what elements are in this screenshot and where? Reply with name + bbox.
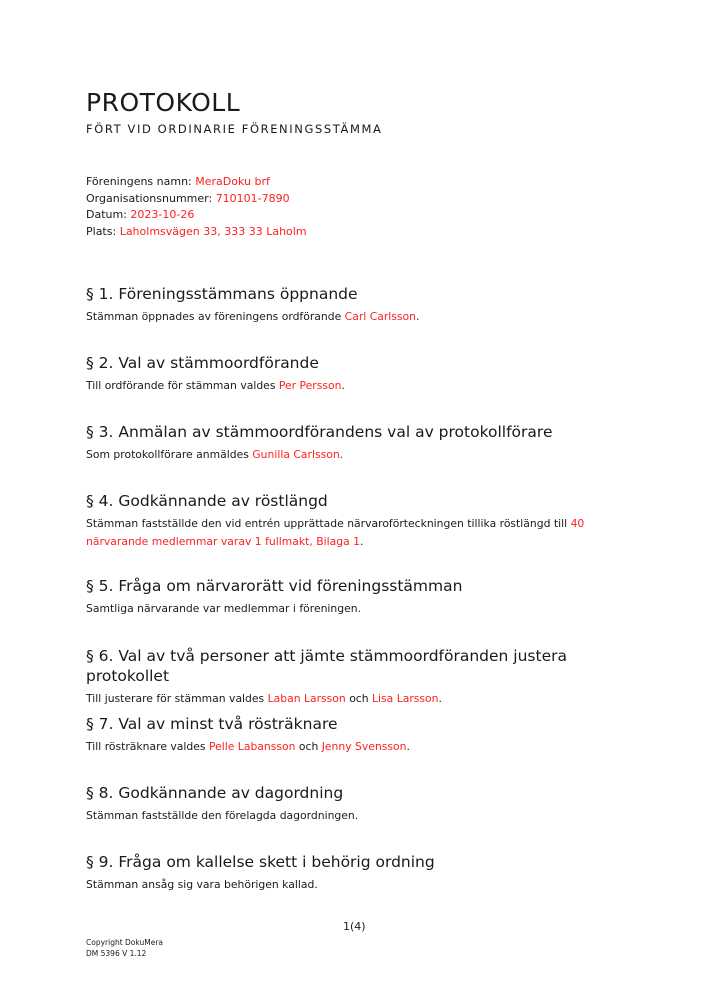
highlighted-value: Per Persson — [278, 379, 342, 392]
section-body — [86, 600, 626, 618]
section-body — [86, 515, 626, 551]
section-8 — [86, 783, 626, 825]
body-text: Som protokollförare anmäldes — [86, 448, 253, 461]
section-heading: § 6. Val av två personer att jämte stämmoordföranden justera protokollet — [86, 647, 567, 685]
highlighted-value: Jenny Svensson — [321, 740, 407, 753]
footer-copyright: Copyright DokuMera — [86, 938, 164, 947]
info-label: Datum: — [86, 208, 131, 221]
association-info — [86, 174, 307, 240]
page-number: 1(4) — [343, 920, 366, 933]
body-text: Till justerare för stämman valdes — [86, 692, 268, 705]
body-text: . — [339, 448, 344, 461]
body-text: Till rösträknare valdes — [86, 740, 209, 753]
section-heading: § 3. Anmälan av stämmoordförandens val av protokollförare — [86, 423, 553, 441]
section-body — [86, 807, 626, 825]
section-heading: § 9. Fråga om kallelse skett i behörig ordning — [86, 853, 435, 871]
highlighted-value: Lisa Larsson — [372, 692, 439, 705]
section-9 — [86, 852, 626, 894]
section-7 — [86, 714, 626, 756]
section-body — [86, 377, 626, 395]
highlighted-value: Carl Carlsson — [344, 310, 416, 323]
body-text: Till ordförande för stämman valdes — [86, 379, 279, 392]
document-title: PROTOKOLL — [86, 88, 241, 117]
section-body — [86, 690, 626, 708]
section-2 — [86, 353, 626, 395]
section-body — [86, 876, 626, 894]
body-text: Stämman ansåg sig vara behörigen kallad. — [86, 878, 318, 891]
section-1 — [86, 284, 626, 326]
highlighted-value: Gunilla Carlsson — [252, 448, 340, 461]
info-label: Organisationsnummer: — [86, 191, 216, 205]
footer-doc-id: DM 5396 V 1.12 — [86, 949, 147, 958]
section-5 — [86, 576, 626, 618]
section-heading: § 7. Val av minst två rösträknare — [86, 715, 338, 733]
section-heading: § 8. Godkännande av dagordning — [86, 784, 344, 802]
body-text: . — [360, 535, 364, 548]
info-place — [86, 224, 307, 241]
section-body — [86, 446, 626, 464]
info-value: 2023-10-26 — [130, 208, 195, 221]
body-text: Stämman fastställde den vid entrén upprättade närvaroförteckningen tillika röstlängd till — [86, 517, 571, 530]
section-6 — [86, 646, 626, 708]
info-org-number — [86, 191, 307, 208]
section-heading: § 4. Godkännande av röstlängd — [86, 492, 328, 510]
info-name — [86, 174, 307, 191]
highlighted-value: Laban Larsson — [267, 692, 346, 705]
section-3 — [86, 422, 626, 464]
section-4 — [86, 491, 626, 551]
highlighted-value: 40 närvarande medlemmar varav 1 fullmakt, Bilaga 1 — [86, 517, 585, 548]
info-label: Plats: — [86, 224, 120, 238]
body-text: Stämman fastställde den förelagda dagordningen. — [86, 809, 359, 822]
body-text: . — [406, 740, 410, 753]
section-heading: § 1. Föreningsstämmans öppnande — [86, 285, 358, 303]
info-value: Laholmsvägen 33, 333 33 Laholm — [119, 224, 307, 238]
body-text: och — [295, 740, 322, 753]
section-heading: § 5. Fråga om närvarorätt vid föreningsstämman — [86, 577, 463, 595]
body-text: . — [341, 379, 345, 392]
section-body — [86, 738, 626, 756]
section-body — [86, 308, 626, 326]
info-value: MeraDoku brf — [195, 175, 270, 188]
section-heading: § 2. Val av stämmoordförande — [86, 354, 319, 372]
body-text: Samtliga närvarande var medlemmar i föreningen. — [86, 602, 362, 615]
body-text: . — [438, 692, 442, 705]
body-text: och — [345, 692, 373, 705]
footer — [86, 937, 163, 959]
body-text: . — [416, 310, 420, 323]
info-label: Föreningens namn: — [86, 175, 196, 188]
info-date — [86, 207, 307, 224]
info-value: 710101-7890 — [215, 191, 290, 205]
document-subtitle: FÖRT VID ORDINARIE FÖRENINGSSTÄMMA — [86, 122, 383, 136]
body-text: Stämman öppnades av föreningens ordförande — [86, 310, 345, 323]
highlighted-value: Pelle Labansson — [208, 740, 296, 753]
